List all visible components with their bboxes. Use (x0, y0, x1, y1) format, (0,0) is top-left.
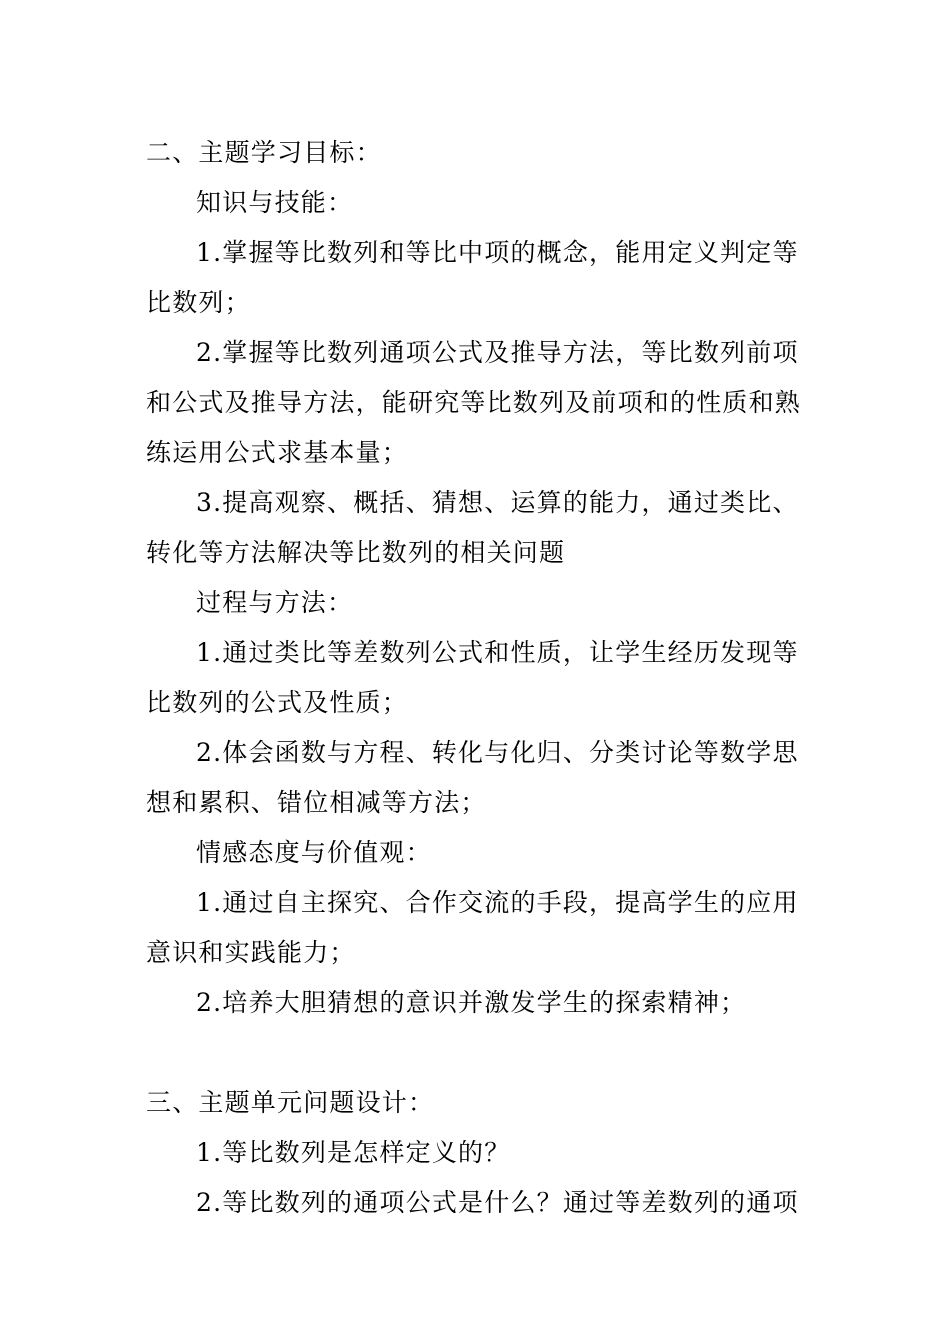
paragraph-line: 1.通过类比等差数列公式和性质，让学生经历发现等 (196, 638, 799, 667)
paragraph-line: 3.提高观察、概括、猜想、运算的能力，通过类比、 (196, 488, 799, 517)
blank-line (146, 1028, 806, 1078)
paragraph-line: 和公式及推导方法，能研究等比数列及前项和的性质和熟 (146, 388, 802, 417)
paragraph (146, 478, 806, 578)
paragraph (146, 628, 806, 728)
paragraph-line: 1.通过自主探究、合作交流的手段，提高学生的应用 (196, 888, 799, 917)
paragraph-line: 练运用公式求基本量； (146, 438, 409, 467)
paragraph-line: 意识和实践能力； (146, 938, 356, 967)
paragraph-line: 2.等比数列的通项公式是什么？通过等差数列的通项 (196, 1188, 799, 1217)
subsection-heading: 过程与方法： (196, 588, 354, 617)
paragraph-line: 2.体会函数与方程、转化与化归、分类讨论等数学思 (196, 738, 799, 767)
paragraph-line: 1.掌握等比数列和等比中项的概念，能用定义判定等 (196, 238, 799, 267)
paragraph-line: 比数列； (146, 288, 251, 317)
paragraph (146, 1178, 806, 1228)
paragraph (146, 328, 806, 478)
paragraph (146, 978, 806, 1028)
section-heading: 二、主题学习目标： (146, 138, 382, 167)
subsection-heading: 情感态度与价值观： (196, 838, 432, 867)
paragraph-line: 比数列的公式及性质； (146, 688, 409, 717)
subsection-heading: 知识与技能： (196, 188, 354, 217)
paragraph-line: 转化等方法解决等比数列的相关问题 (146, 538, 566, 567)
paragraph (146, 878, 806, 978)
paragraph (146, 1128, 806, 1178)
paragraph-line: 2.掌握等比数列通项公式及推导方法，等比数列前项 (196, 338, 799, 367)
paragraph-line: 想和累积、错位相减等方法； (146, 788, 487, 817)
paragraph (146, 228, 806, 328)
document-body (146, 128, 806, 1228)
paragraph (146, 728, 806, 828)
section-heading: 三、主题单元问题设计： (146, 1088, 435, 1117)
paragraph-line: 2.培养大胆猜想的意识并激发学生的探索精神； (196, 988, 747, 1017)
paragraph-line: 1.等比数列是怎样定义的？ (196, 1138, 511, 1167)
